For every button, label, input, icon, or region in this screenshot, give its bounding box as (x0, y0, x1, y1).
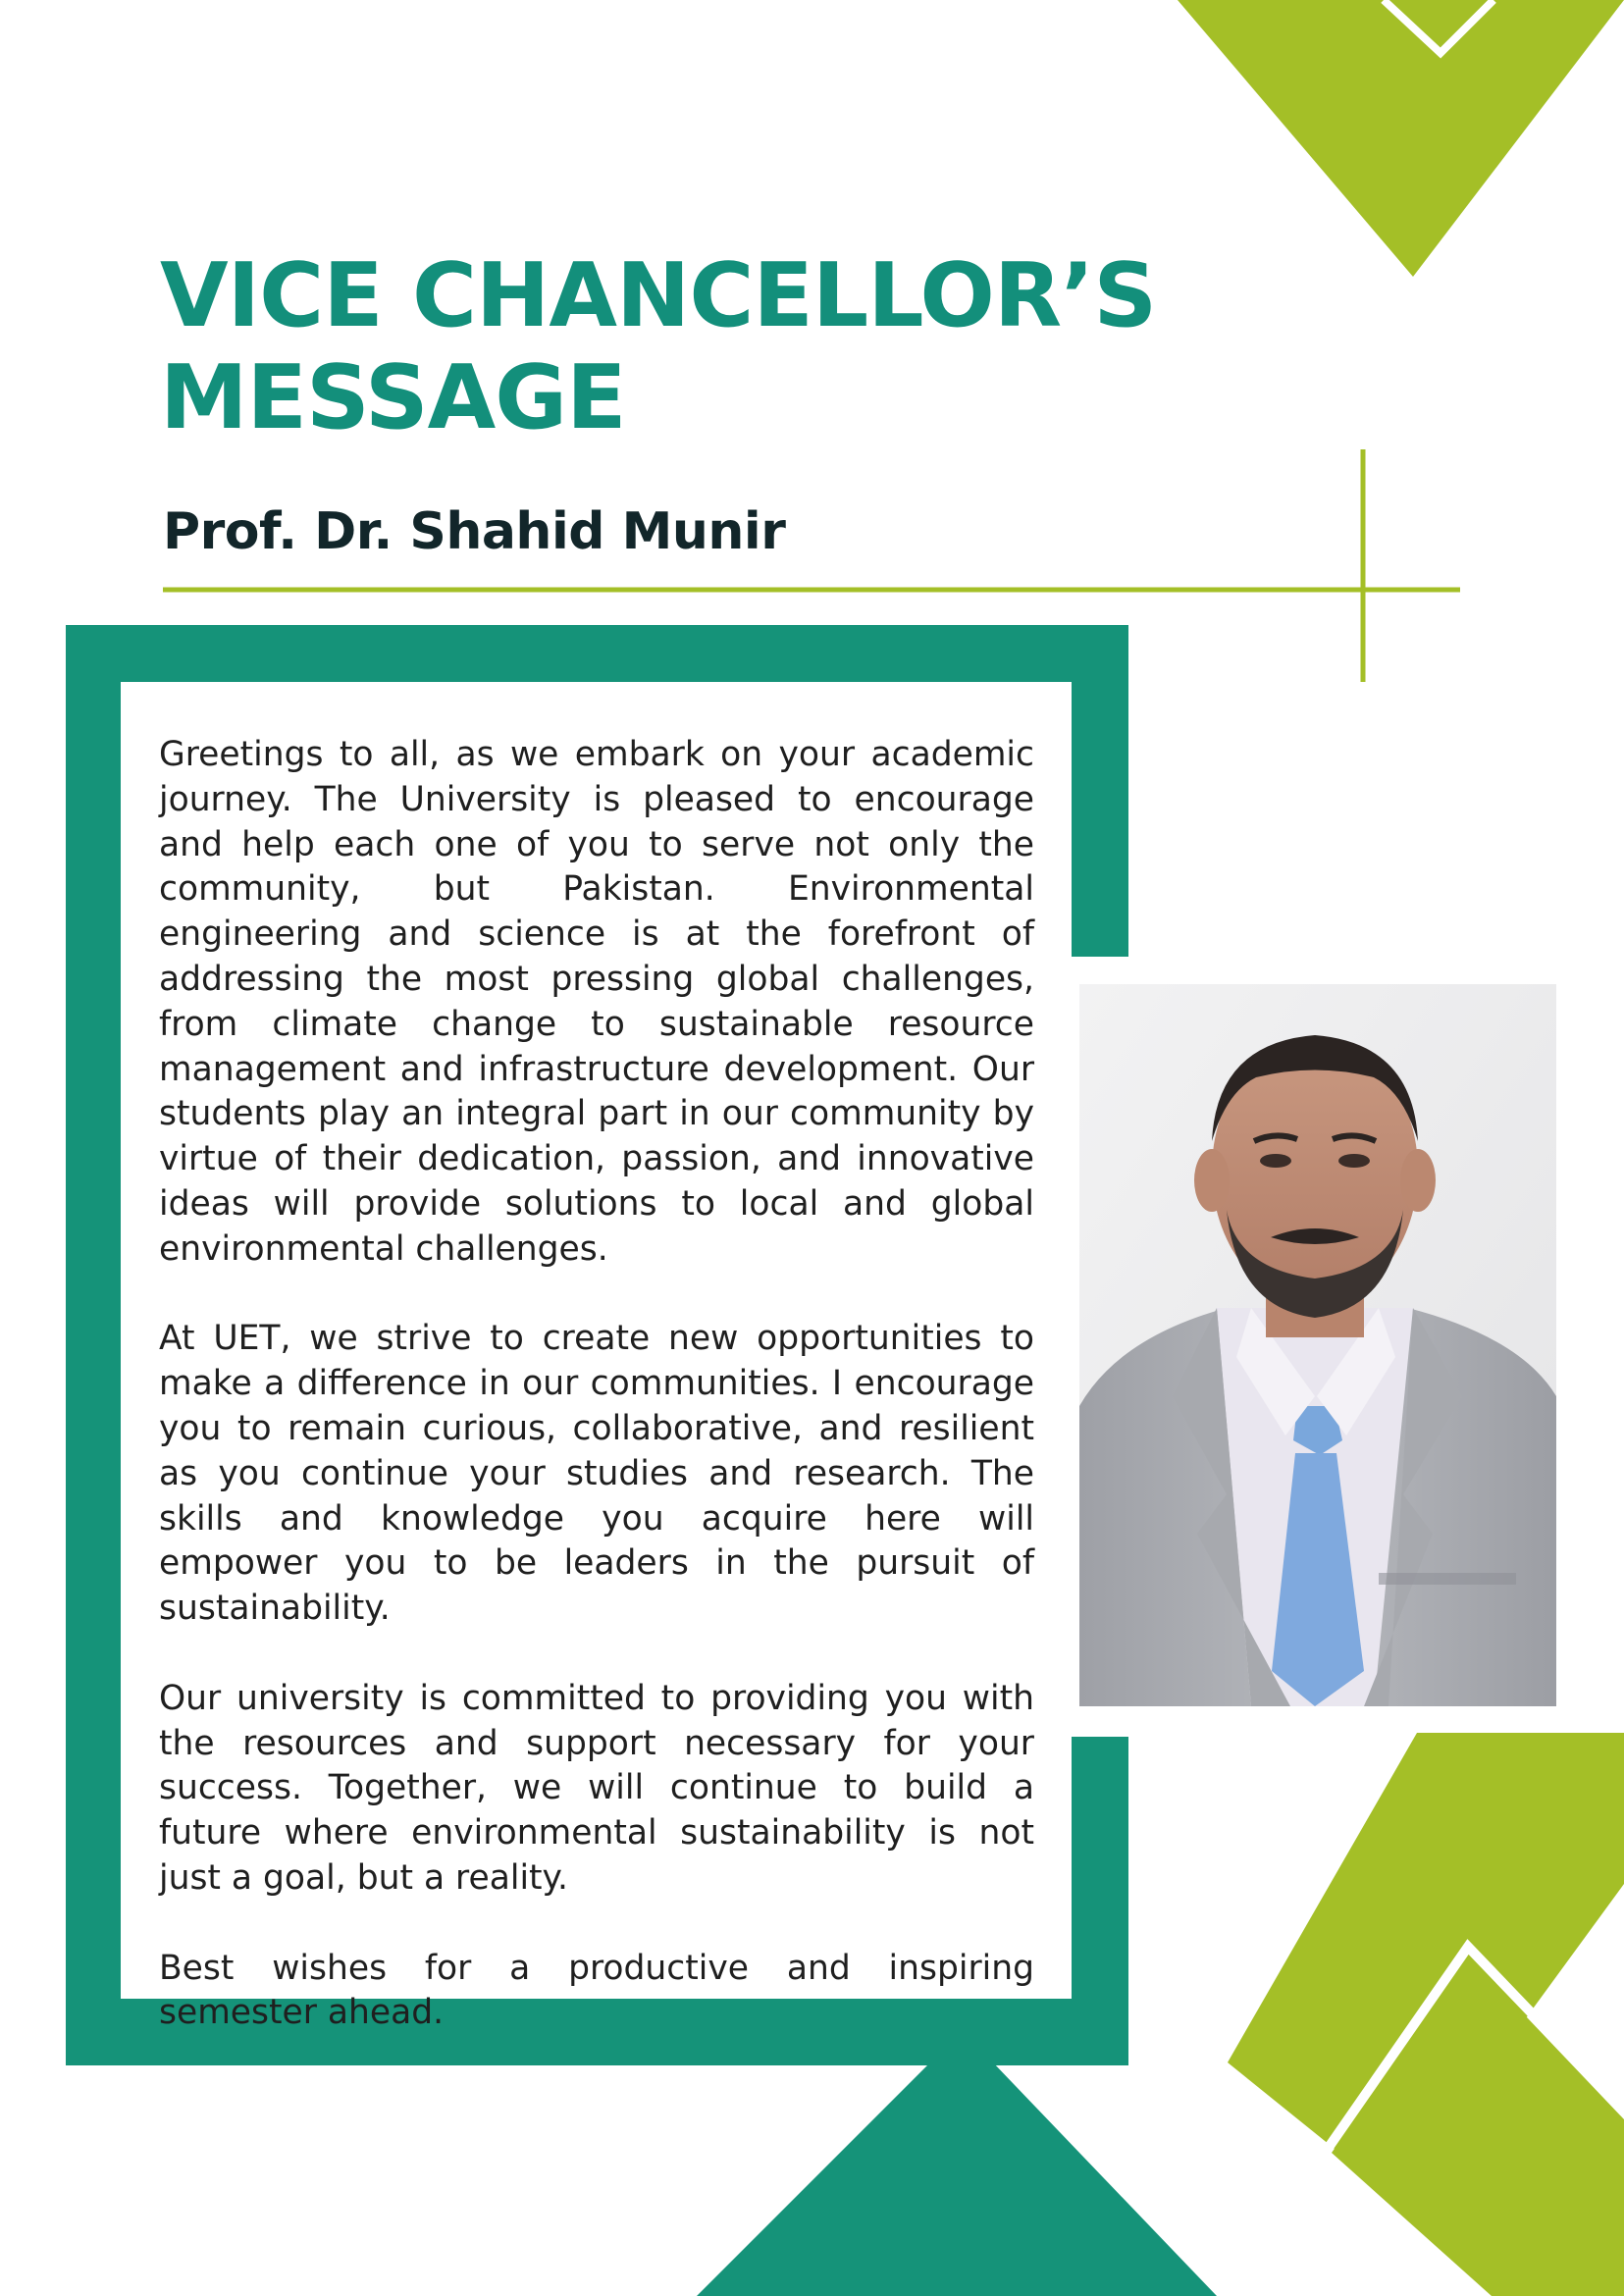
page-title (160, 245, 1156, 449)
message-paragraph-2: At UET, we strive to create new opportunities to make a difference in our communities. I encourage you to remain curious, collaborative, and resilient as you continue your studies and research. The skills and knowledge you acquire here will empower you to be leaders in the pursuit of sustainability. (159, 1319, 1034, 1629)
message-paragraph-1: Greetings to all, as we embark on your academic journey. The University is pleased to encourage and help each one of you to serve not only the community, but Pakistan. Environmental engineering and science is at the forefront of addressing the most pressing global challenges, from climate change to sustainable resource management and infrastructure development. Our students play an integral part in our community by virtue of their dedication, passion, and innovative ideas will provide solutions to local and global environmental challenges. (159, 735, 1034, 1269)
top-right-chevron-shape (1178, 0, 1624, 277)
bottom-center-teal-triangle (697, 2061, 1217, 2296)
message-paragraph-3: Our university is committed to providing you with the resources and support necessary for your success. Together, we will continue to build a future where environmental sustainability is not just a goal, but a reality. (159, 1678, 1034, 1898)
portrait-illustration (1079, 984, 1556, 1706)
portrait-photo (1079, 984, 1556, 1706)
page-title-line-2: MESSAGE (160, 346, 626, 449)
message-paragraph-4: Best wishes for a productive and inspiring semester ahead. (159, 1948, 1034, 2033)
message-body (159, 733, 1034, 2036)
author-name: Prof. Dr. Shahid Munir (163, 502, 786, 561)
page-title-line-1: VICE CHANCELLOR’S (160, 244, 1157, 347)
